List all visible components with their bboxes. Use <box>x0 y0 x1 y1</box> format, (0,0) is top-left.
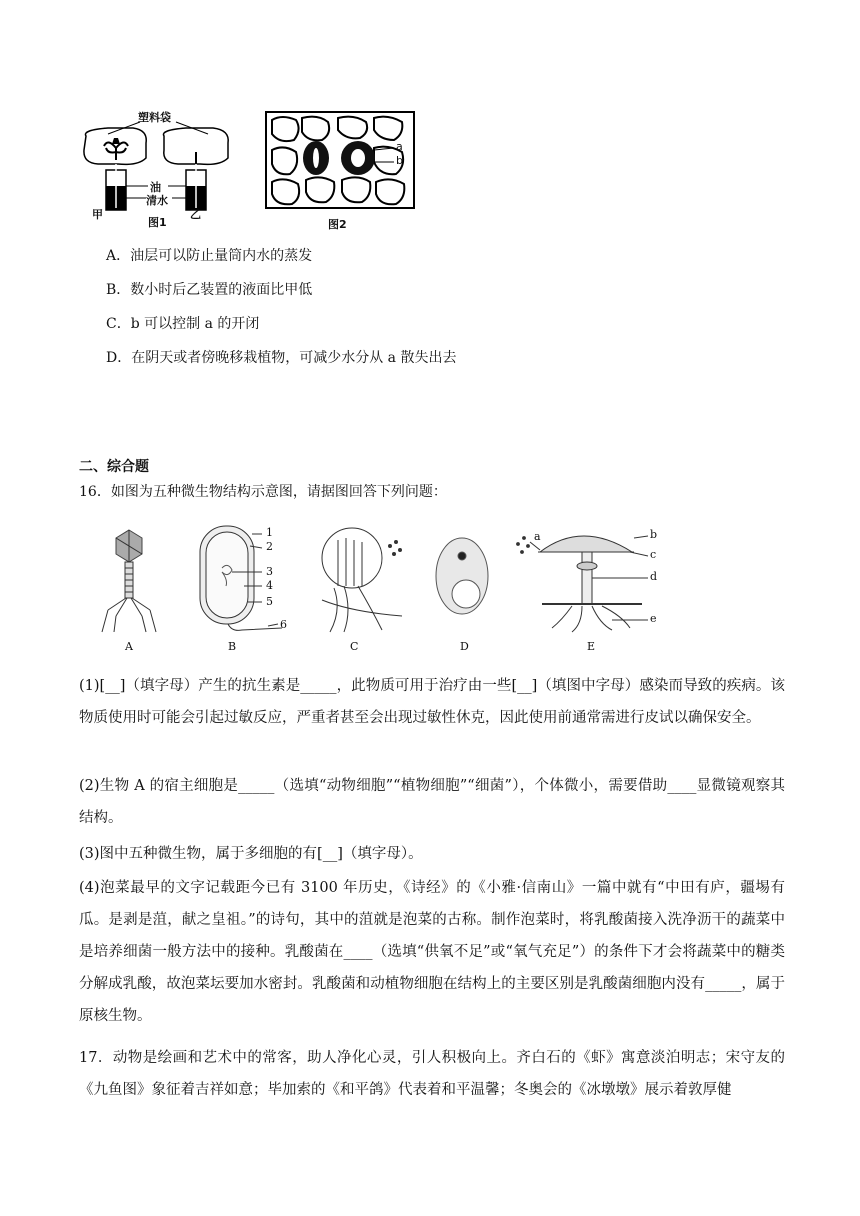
b-part-2: 2 <box>266 540 273 553</box>
q16-part-2: (2)生物 A 的宿主细胞是_____（选填“动物细胞”“植物细胞”“细菌”），个体微小，需要借助____显微镜观察其结构。 <box>79 778 785 826</box>
fig-label-a: A <box>125 640 133 653</box>
b-part-4: 4 <box>266 579 273 592</box>
option-a: A．油层可以防止量筒内水的蒸发 <box>106 248 313 264</box>
water-label: 清水 <box>146 194 168 207</box>
b-part-5: 5 <box>266 595 273 608</box>
b-part-6: 6 <box>280 618 287 631</box>
stoma-label-a: a <box>396 140 403 153</box>
fig-label-d: D <box>460 640 469 653</box>
fig-label-c: C <box>350 640 359 653</box>
figure-1 <box>78 108 238 228</box>
e-part-a: a <box>534 530 541 543</box>
figure-2-caption: 图2 <box>328 218 347 231</box>
penicillium-c <box>322 528 402 632</box>
q17-text: 17．动物是绘画和艺术中的常客，助人净化心灵，引人积极向上。齐白石的《虾》寓意淡泊明志；宋守友的《九鱼图》象征着吉祥如意；毕加索的《和平鸽》代表着和平温馨；冬奥会的《冰墩墩》展示着敦厚健 <box>79 1050 785 1098</box>
oil-label: 油 <box>150 181 161 194</box>
microorganisms-drawing <box>82 520 692 640</box>
right-device-label: 乙 <box>190 208 201 221</box>
b-part-3: 3 <box>266 565 273 578</box>
option-b: B．数小时后乙装置的液面比甲低 <box>106 282 313 298</box>
q16-part-3: (3)图中五种微生物，属于多细胞的有[__]（填字母）。 <box>79 846 423 862</box>
q16-part-4: (4)泡菜最早的文字记载距今已有 3100 年历史，《诗经》的《小雅·信南山》一篇中就有“中田有庐，疆埸有瓜。是剥是菹，献之皇祖。”的诗句，其中的菹就是泡菜的古称。制作泡菜时，将乳酸菌接入洗净沥干的蔬菜中是培养细菌一般方法中的接种。乳酸菌在____（选填“供氧不足”或“氧气充足”）的条件下才会将蔬菜中的糖类分解成乳酸，故泡菜坛要加水密封。乳酸菌和动植物细胞在结构上的主要区别是乳酸菌细胞内没有_____，属于原核生物。 <box>79 880 785 1024</box>
e-part-c: c <box>650 548 657 561</box>
figure-2 <box>262 110 422 232</box>
bag-label: 塑料袋 <box>138 111 171 124</box>
yeast-d <box>436 538 488 614</box>
fig-label-e: E <box>587 640 596 653</box>
microorganisms-figure <box>82 520 692 656</box>
option-d: D．在阴天或者傍晚移栽植物，可减少水分从 a 散失出去 <box>106 350 457 366</box>
figure-1-caption: 图1 <box>148 216 167 229</box>
section-title: 二、综合题 <box>79 459 149 475</box>
b-part-1: 1 <box>266 526 273 539</box>
fig-label-b: B <box>228 640 237 653</box>
mushroom-e <box>517 536 648 632</box>
guard-cell-label-b: b <box>396 154 403 167</box>
left-device-label: 甲 <box>92 208 103 221</box>
option-c: C．b 可以控制 a 的开闭 <box>106 316 260 332</box>
q16-stem: 16．如图为五种微生物结构示意图，请据图回答下列问题： <box>79 484 447 500</box>
e-part-e: e <box>650 612 657 625</box>
e-part-b: b <box>650 528 658 541</box>
q16-part-1: (1)[__]（填字母）产生的抗生素是_____，此物质可用于治疗由一些[__]（填图中字母）感染而导致的疾病。该物质使用时可能会引起过敏反应，严重者甚至会出现过敏性休克，因此使用前通常需进行皮试以确保安全。 <box>79 678 785 726</box>
phage-a <box>102 530 156 632</box>
e-part-d: d <box>650 570 658 583</box>
